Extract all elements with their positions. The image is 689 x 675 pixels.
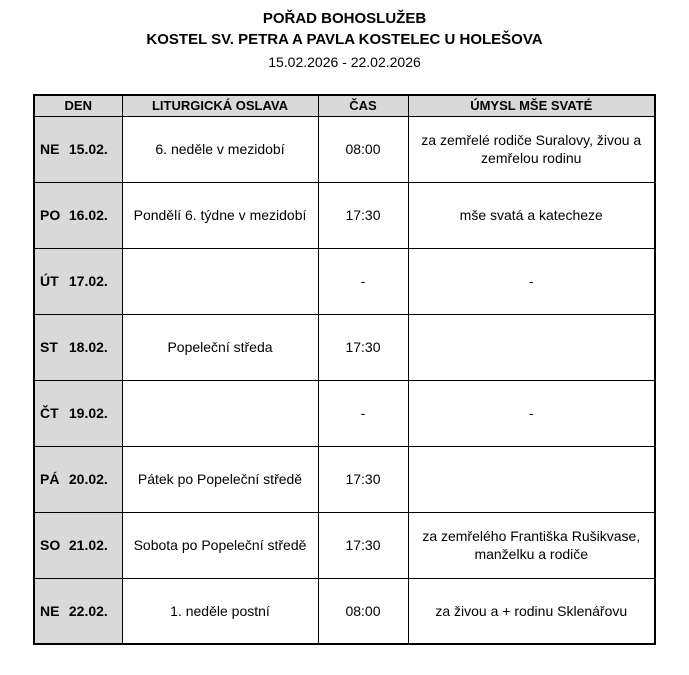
celebration-cell: Pátek po Popeleční středě [122, 446, 318, 512]
day-date: 22.02. [68, 602, 108, 619]
time-cell: - [318, 380, 408, 446]
day-cell [34, 380, 122, 446]
intention-cell: za živou a + rodinu Sklenářovu [408, 578, 655, 644]
day-abbrev: ČT [40, 405, 59, 421]
day-cell [34, 182, 122, 248]
day-cell [34, 446, 122, 512]
table-row [34, 182, 655, 248]
table-row [34, 116, 655, 182]
day-abbrev: ÚT [40, 273, 59, 289]
column-header-den: DEN [34, 95, 122, 116]
day-date: 17.02. [68, 273, 108, 289]
intention-cell: za zemřelé rodiče Suralovy, živou a zemřelou rodinu [408, 116, 655, 182]
day-abbrev: ST [40, 339, 58, 355]
day-date: 16.02. [68, 207, 108, 223]
intention-cell: - [408, 380, 655, 446]
date-range: 15.02.2026 - 22.02.2026 [268, 54, 421, 70]
celebration-cell: 6. neděle v mezidobí [122, 116, 318, 182]
day-cell [34, 116, 122, 182]
schedule-table [33, 94, 656, 645]
day-abbrev: PO [40, 207, 61, 223]
day-date: 19.02. [68, 405, 108, 421]
intention-cell [408, 314, 655, 380]
day-date: 18.02. [68, 339, 108, 355]
celebration-cell [122, 248, 318, 314]
header-row [34, 95, 655, 116]
column-header-liturgicka-oslava: LITURGICKÁ OSLAVA [122, 95, 318, 116]
time-cell: 17:30 [318, 182, 408, 248]
intention-cell [408, 446, 655, 512]
day-abbrev: SO [40, 537, 61, 553]
table-row [34, 380, 655, 446]
column-header-cas: ČAS [318, 95, 408, 116]
celebration-cell: Pondělí 6. týdne v mezidobí [122, 182, 318, 248]
table-row [34, 578, 655, 644]
day-abbrev: NE [40, 602, 60, 619]
day-cell [34, 578, 122, 644]
day-cell [34, 248, 122, 314]
celebration-cell: 1. neděle postní [122, 578, 318, 644]
time-cell: 17:30 [318, 314, 408, 380]
day-date: 20.02. [68, 471, 108, 487]
day-date: 21.02. [68, 537, 108, 553]
day-cell [34, 314, 122, 380]
table-row [34, 314, 655, 380]
celebration-cell: Popeleční středa [122, 314, 318, 380]
intention-cell: mše svatá a katecheze [408, 182, 655, 248]
page-title: POŘAD BOHOSLUŽEB [262, 10, 427, 27]
time-cell: 17:30 [318, 446, 408, 512]
intention-cell: - [408, 248, 655, 314]
table-row [34, 248, 655, 314]
time-cell: 08:00 [318, 116, 408, 182]
day-cell [34, 512, 122, 578]
day-abbrev: PÁ [40, 471, 60, 487]
time-cell: - [318, 248, 408, 314]
time-cell: 08:00 [318, 578, 408, 644]
table-row [34, 446, 655, 512]
celebration-cell [122, 380, 318, 446]
column-header-umysl: ÚMYSL MŠE SVATÉ [408, 95, 655, 116]
intention-cell: za zemřelého Františka Rušikvase, manželku a rodiče [408, 512, 655, 578]
table-row [34, 512, 655, 578]
celebration-cell: Sobota po Popeleční středě [122, 512, 318, 578]
day-date: 15.02. [68, 141, 108, 157]
church-name: KOSTEL SV. PETRA A PAVLA KOSTELEC U HOLEŠOVA [146, 31, 543, 48]
time-cell: 17:30 [318, 512, 408, 578]
day-abbrev: NE [40, 141, 60, 157]
